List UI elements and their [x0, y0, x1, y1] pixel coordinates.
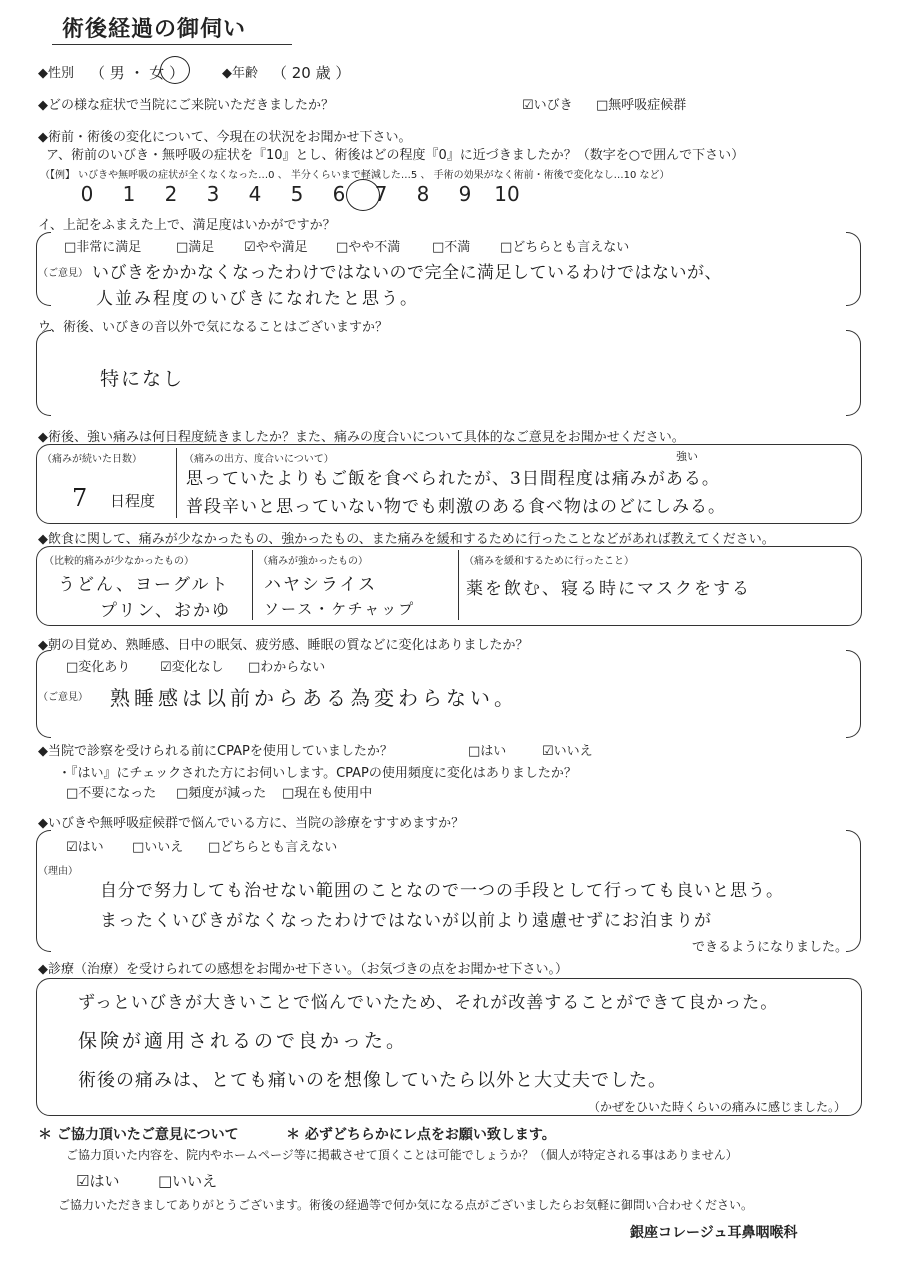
days-label: （痛みが続いた日数）: [42, 454, 142, 465]
bracket-right: [846, 830, 861, 952]
sex-label: ◆性別: [38, 66, 74, 81]
q5-text: ◆朝の目覚め、熟睡感、日中の眠気、疲労感、睡眠の質などに変化はありましたか？: [38, 638, 529, 653]
food-divider-1: [252, 550, 253, 620]
cpap-no-option[interactable]: ☑いいえ: [542, 744, 593, 759]
bracket-right: [846, 330, 861, 416]
scale-4[interactable]: 4: [248, 182, 262, 206]
satisfaction-neutral[interactable]: □どちらとも言えない: [500, 240, 630, 255]
col2-line1: ハヤシライス: [264, 575, 378, 595]
sleep-unknown-option[interactable]: □わからない: [248, 660, 326, 675]
col2-line2: ソース・ケチャップ: [264, 600, 416, 618]
col1-line2: プリン、おかゆ: [100, 601, 231, 621]
q2-u-text: ウ、術後、いびきの音以外で気になることはございますか？: [38, 320, 388, 335]
q6-text: ◆当院で診察を受けられる前にCPAPを使用していましたか？: [38, 744, 393, 759]
u-answer: 特になし: [100, 368, 185, 390]
scale-3[interactable]: 3: [206, 182, 220, 206]
q2-a-text: ア、術前のいびき・無呼吸の症状を『10』とし、術後はどの程度『0』に近づきましたか？（数字を○で囲んで下さい）: [46, 148, 745, 163]
sleep-changed-option[interactable]: □変化あり: [66, 660, 131, 675]
q8-text: ◆診療（治療）を受けられての感想をお聞かせ下さい。（お気づきの点をお聞かせ下さい。）: [38, 962, 568, 977]
col1-label: （比較的痛みが少なかったもの）: [44, 556, 194, 567]
bracket-left: [36, 830, 51, 952]
degree-line2: 普段辛いと思っていない物でも刺激のある食べ物はのどにしみる。: [186, 497, 726, 517]
opinion-label: （ご意見）: [38, 268, 88, 279]
sleep-opinion: 熟睡感は以前からある為変わらない。: [110, 686, 518, 710]
impression-line2: 保険が適用されるので良かった。: [78, 1030, 409, 1052]
consent-no-option[interactable]: □いいえ: [158, 1172, 218, 1190]
reason-label: （理由）: [38, 866, 78, 877]
age-label: ◆年齢: [222, 66, 258, 81]
impression-line1: ずっといびきが大きいことで悩んでいたため、それが改善することができて良かった。: [78, 993, 779, 1013]
satisfaction-somewhat-satisfied[interactable]: ☑やや満足: [244, 240, 308, 255]
q1-text: ◆どの様な症状で当院にご来院いただきましたか？: [38, 98, 334, 113]
q2-text: ◆術前・術後の変化について、今現在の状況をお聞かせ下さい。: [38, 130, 412, 145]
degree-label: （痛みの出方、度合いについて）: [184, 454, 334, 465]
opinion-line1: いびきをかかなくなったわけではないので完全に満足しているわけではないが、: [92, 263, 722, 283]
cpap-unnecessary-option[interactable]: □不要になった: [66, 786, 157, 801]
sex-selected-circle: [160, 56, 190, 84]
q7-text: ◆いびきや無呼吸症候群で悩んでいる方に、当院の診療をすすめますか？: [38, 816, 465, 831]
degree-note: 強い: [676, 450, 698, 463]
impression-line4: （かぜをひいた時くらいの痛みに感じました。）: [588, 1100, 847, 1114]
q2-scale: [66, 182, 528, 206]
q1-snore-option[interactable]: ☑いびき: [522, 98, 573, 113]
col3-label: （痛みを緩和するために行ったこと）: [464, 556, 634, 567]
satisfaction-satisfied[interactable]: □満足: [176, 240, 215, 255]
sleep-opinion-label: （ご意見）: [38, 692, 88, 703]
q2-i-text: イ、上記をふまえた上で、満足度はいかがですか？: [38, 218, 336, 233]
pain-divider: [176, 448, 177, 518]
scale-9[interactable]: 9: [458, 182, 472, 206]
consent-head1: ＊ ご協力頂いたご意見について: [38, 1127, 239, 1143]
footer-thanks: ご協力いただきましてありがとうございます。術後の経過等で何か気になる点がございましたらお気軽に御問い合わせください。: [58, 1198, 754, 1212]
sleep-unchanged-option[interactable]: ☑変化なし: [160, 660, 224, 675]
scale-selected-circle: [346, 179, 380, 211]
recommend-yes-option[interactable]: ☑はい: [66, 840, 104, 855]
age-value: （ 20 歳 ）: [272, 64, 351, 82]
impression-line3: 術後の痛みは、とても痛いのを想像していたら以外と大丈夫でした。: [78, 1070, 667, 1091]
q6-sub-text: ・『はい』にチェックされた方にお伺いします。CPAPの使用頻度に変化はありましたか？: [58, 766, 577, 781]
satisfaction-very-satisfied[interactable]: □非常に満足: [64, 240, 142, 255]
reason-line2: まったくいびきがなくなったわけではないが以前より遠慮せずにお泊まりが: [100, 911, 712, 931]
consent-yes-option[interactable]: ☑はい: [76, 1172, 120, 1190]
reason-line3: できるようになりました。: [692, 940, 849, 955]
days-unit: 日程度: [110, 492, 156, 510]
bracket-right: [846, 232, 861, 306]
scale-8[interactable]: 8: [416, 182, 430, 206]
q4-text: ◆飲食に関して、痛みが少なかったもの、強かったもの、また痛みを緩和するために行ったことなどがあれば教えてください。: [38, 532, 775, 547]
col3-line1: 薬を飲む、寝る時にマスクをする: [466, 579, 751, 599]
q3-text: ◆術後、強い痛みは何日程度続きましたか？また、痛みの度合いについて具体的なご意見をお聞かせください。: [38, 430, 685, 445]
q2-example: （【例】 いびきや無呼吸の症状が全くなくなった…0 、 半分くらいまで軽減した…5 、 手術の効果がなく術前・術後で変化なし…10 など）: [40, 170, 670, 181]
cpap-yes-option[interactable]: □はい: [468, 744, 507, 759]
consent-question: ご協力頂いた内容を、院内やホームページ等に掲載させて頂くことは可能でしょうか？（個人が特定される事はありません）: [66, 1148, 738, 1162]
scale-6[interactable]: 6: [332, 182, 346, 206]
bracket-left: [36, 330, 51, 416]
sex-options: （ 男 ・ 女 ）: [90, 64, 185, 82]
scale-2[interactable]: 2: [164, 182, 178, 206]
col1-line1: うどん、ヨーグルト: [58, 575, 230, 595]
cpap-still-using-option[interactable]: □現在も使用中: [282, 786, 373, 801]
opinion-line2: 人並み程度のいびきになれたと思う。: [96, 289, 419, 309]
degree-line1: 思っていたよりもご飯を食べられたが、3日間程度は痛みがある。: [186, 469, 720, 489]
scale-10[interactable]: 10: [494, 182, 520, 206]
col2-label: （痛みが強かったもの）: [258, 556, 368, 567]
cpap-reduced-option[interactable]: □頻度が減った: [176, 786, 267, 801]
recommend-no-option[interactable]: □いいえ: [132, 840, 184, 855]
clinic-name: 銀座コレージュ耳鼻咽喉科: [630, 1225, 798, 1241]
reason-line1: 自分で努力しても治せない範囲のことなので一つの手段として行っても良いと思う。: [100, 881, 784, 901]
scale-5[interactable]: 5: [290, 182, 304, 206]
recommend-neutral-option[interactable]: □どちらとも言えない: [208, 840, 338, 855]
page-title: 術後経過の御伺い: [62, 17, 247, 42]
satisfaction-somewhat-dissatisfied[interactable]: □やや不満: [336, 240, 401, 255]
food-divider-2: [458, 550, 459, 620]
scale-1[interactable]: 1: [122, 182, 136, 206]
days-value: 7: [72, 484, 90, 512]
bracket-right: [846, 650, 861, 738]
scale-0[interactable]: 0: [80, 182, 94, 206]
title-underline: [52, 44, 292, 45]
consent-head2: ＊ 必ずどちらかにレ点をお願い致します。: [286, 1127, 556, 1143]
satisfaction-dissatisfied[interactable]: □不満: [432, 240, 471, 255]
scale-7[interactable]: 7: [374, 182, 388, 206]
q1-apnea-option[interactable]: □無呼吸症候群: [596, 98, 687, 113]
